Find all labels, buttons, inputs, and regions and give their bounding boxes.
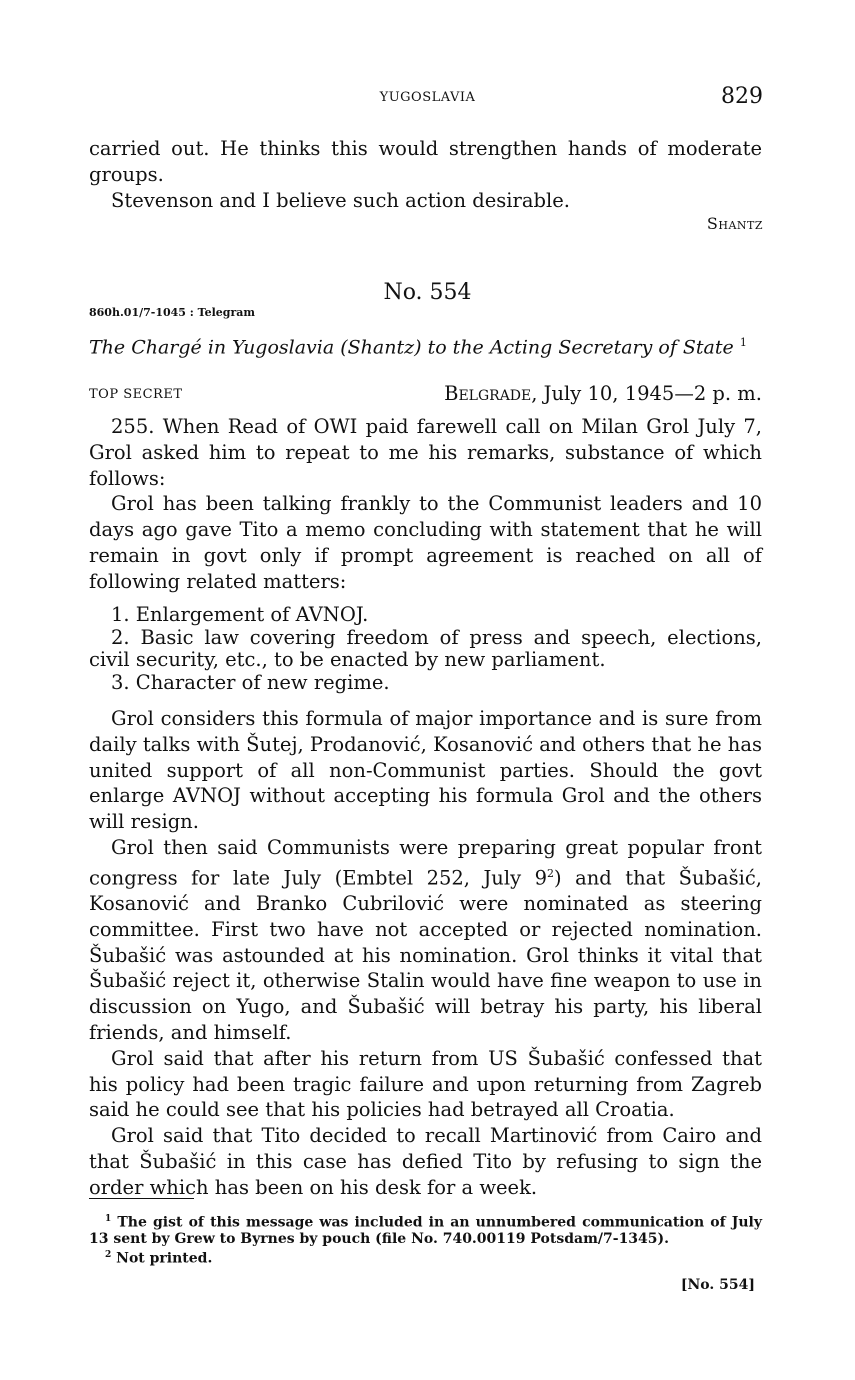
footnote-mark: 1 xyxy=(105,1214,112,1224)
paragraph: Grol has been talking frankly to the Communist leaders and 10 days ago gave Tito a memo concluding with statement that he will remain in govt only if prompt agreement is reached on all of following related matters: xyxy=(89,492,762,593)
list-item: 2. Basic law covering freedom of press and speech, elections, civil security, etc., to be enacted by new parliament. xyxy=(89,625,762,671)
footnote-marker: 1 xyxy=(739,336,747,349)
footnote-divider xyxy=(89,1198,194,1199)
intro-paragraph: Stevenson and I believe such action desirable. xyxy=(111,188,570,212)
place: Belgrade xyxy=(444,382,532,405)
list-item: 3. Character of new regime. xyxy=(111,670,390,694)
footnote-marker: 2 xyxy=(547,866,555,880)
paragraph: 255. When Read of OWI paid farewell call on Milan Grol July 7, Grol asked him to repeat to me his remarks, substance of which follows: xyxy=(89,415,762,490)
footnote xyxy=(89,1247,762,1267)
running-header: YUGOSLAVIA xyxy=(379,90,476,105)
footnote xyxy=(89,1211,762,1247)
document-title xyxy=(89,336,747,358)
intro-paragraph: carried out. He thinks this would strengthen hands of moderate groups. xyxy=(89,137,762,186)
paragraph: Grol considers this formula of major importance and is sure from daily talks with Šutej, Prodanović, Kosanović and others that he has united support of all non-Communist parties. Should the govt enlarge AVNOJ without accepting his formula Grol and the others will resign. xyxy=(89,707,762,834)
footnote-text: Not printed. xyxy=(116,1250,213,1267)
paragraph-part: ) and that Šubašić, Kosanović and Branko Cubrilović were nominated as steering committee. First two have not accepted or rejected nomination. Šubašić was astounded at his nomination. Grol thinks it vital that Šubašić reject it, otherwise Stalin would have fine weapon to use in discussion on Yugo, and Šubašić will betray his party, his liberal friends, and himself. xyxy=(89,866,762,1045)
dateline xyxy=(444,382,762,405)
document-number: No. 554 xyxy=(383,280,472,305)
document-reference: [No. 554] xyxy=(680,1277,755,1293)
paragraph: Grol said that Tito decided to recall Martinović from Cairo and that Šubašić in this case has defied Tito by refusing to sign the order which has been on his desk for a week. xyxy=(89,1124,762,1199)
file-reference: 860h.01/7-1045 : Telegram xyxy=(89,306,256,319)
document-title-text: The Chargé in Yugoslavia (Shantz) to the Acting Secretary of State xyxy=(89,336,734,359)
footnote-mark: 2 xyxy=(105,1249,112,1260)
footnotes xyxy=(89,1211,762,1266)
body-text-top xyxy=(89,414,762,595)
paragraph: Grol said that after his return from US Šubašić confessed that his policy had been tragic failure and upon returning from Zagreb said he could see that his policies had betrayed all Croatia. xyxy=(89,1046,762,1122)
footnote-text: The gist of this message was included in an unnumbered communication of July 13 sent by Grew to Byrnes by pouch (file No. 740.00119 Potsdam/7-1345). xyxy=(89,1214,762,1247)
signature: Shantz xyxy=(706,214,763,233)
paragraph-part: Grol then said Communists were preparing great popular front congress for late July (Embtel 252, July 9 xyxy=(89,835,762,890)
list-item: 1. Enlargement of AVNOJ. xyxy=(111,603,369,626)
page-number: 829 xyxy=(721,84,763,109)
body-text-bottom xyxy=(89,706,762,1201)
matters-list xyxy=(89,604,762,694)
date: , July 10, 1945—2 p. m. xyxy=(531,382,762,405)
intro-text xyxy=(89,136,762,213)
paragraph xyxy=(89,835,762,1046)
classification: TOP SECRET xyxy=(89,387,183,402)
